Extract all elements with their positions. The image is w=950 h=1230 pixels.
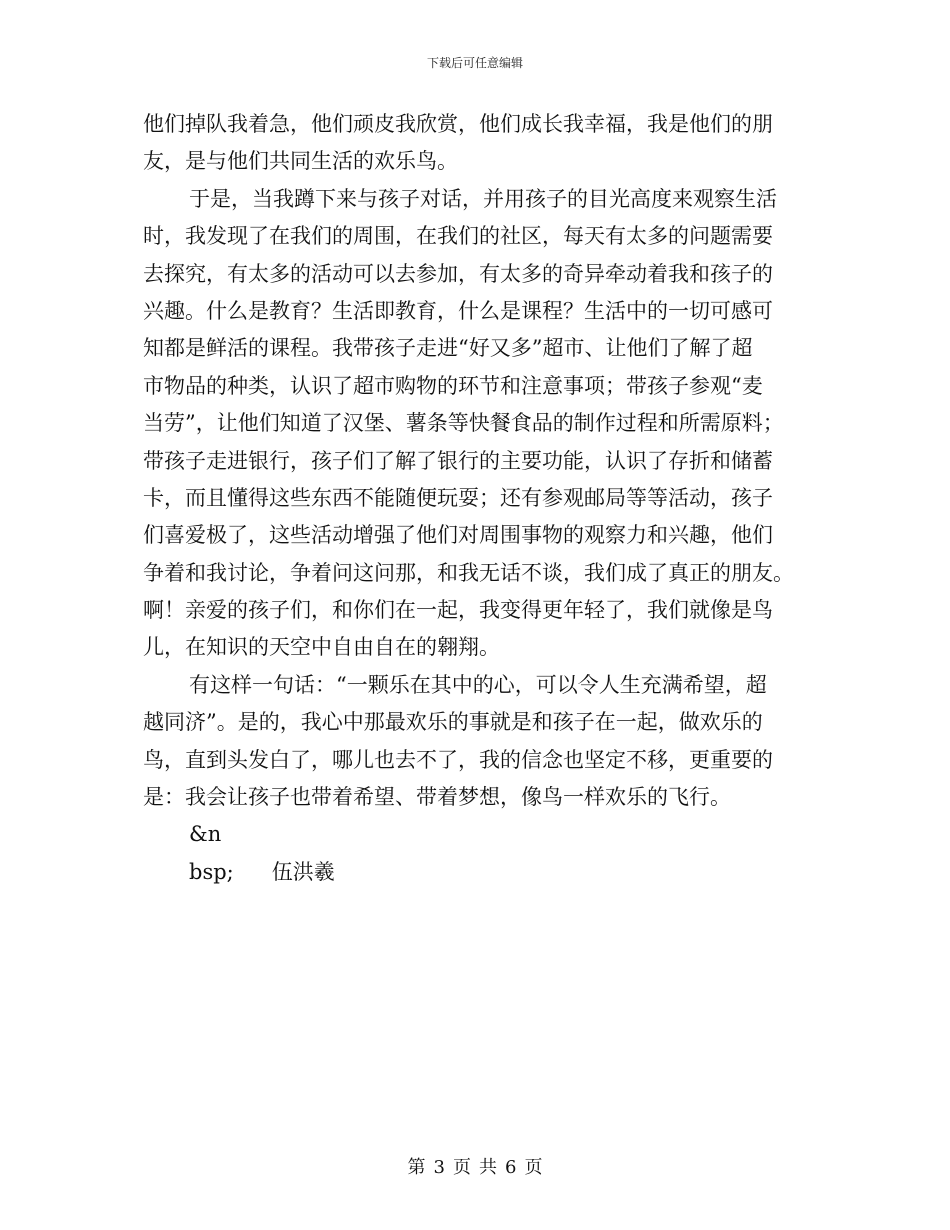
text-line: 鸟，直到头发白了，哪儿也去不了，我的信念也坚定不移，更重要的: [143, 747, 773, 772]
footer-label-unit-2: 页: [524, 1157, 543, 1178]
footer-label-unit: 页: [453, 1157, 471, 1178]
paragraph-3: [143, 667, 807, 817]
footer-current-page: 3: [433, 1157, 445, 1178]
signature-prefix: bsp;: [189, 859, 234, 884]
text-line: 市物品的种类，认识了超市购物的环节和注意事项；带孩子参观“麦: [143, 373, 763, 398]
entity-fragment: &n: [189, 822, 222, 847]
text-line: 友，是与他们共同生活的欢乐鸟。: [143, 149, 458, 174]
text-line: 当劳”，让他们知道了汉堡、薯条等快餐食品的制作过程和所需原料；: [143, 411, 784, 436]
footer-total-pages: 6: [505, 1157, 517, 1178]
document-body: [143, 106, 807, 891]
text-line: 越同济”。是的，我心中那最欢乐的事就是和孩子在一起，做欢乐的: [143, 710, 763, 735]
text-line: 有这样一句话：“一颗乐在其中的心，可以令人生充满希望，超: [189, 672, 767, 697]
signature-line: [143, 854, 807, 891]
signature-author: 伍洪羲: [271, 859, 335, 884]
text-line: 去探究，有太多的活动可以去参加，有太多的奇异牵动着我和孩子的: [143, 261, 773, 286]
text-line: 兴趣。什么是教育？生活即教育，什么是课程？生活中的一切可感可: [143, 298, 773, 323]
text-line: 们喜爱极了，这些活动增强了他们对周围事物的观察力和兴趣，他们: [143, 523, 773, 548]
text-line: 带孩子走进银行，孩子们了解了银行的主要功能，认识了存折和储蓄: [143, 448, 773, 473]
paragraph-2: [143, 181, 807, 667]
page-footer: [0, 1153, 950, 1179]
text-line: 争着和我讨论，争着问这问那，和我无话不谈，我们成了真正的朋友。: [143, 560, 794, 585]
text-line: 啊！亲爱的孩子们，和你们在一起，我变得更年轻了，我们就像是鸟: [143, 598, 773, 623]
text-line: 于是，当我蹲下来与孩子对话，并用孩子的目光高度来观察生活: [189, 186, 777, 211]
footer-label-total: 共: [479, 1157, 497, 1178]
paragraph-1: [143, 106, 807, 181]
text-line: 知都是鲜活的课程。我带孩子走进“好又多”超市、让他们了解了超: [143, 336, 753, 361]
text-line: 他们掉队我着急，他们顽皮我欣赏，他们成长我幸福，我是他们的朋: [143, 112, 773, 136]
text-line: 是：我会让孩子也带着希望、带着梦想，像鸟一样欢乐的飞行。: [143, 785, 731, 810]
footer-label-page: 第: [407, 1157, 426, 1178]
header-text: 下载后可任意编辑: [426, 56, 523, 70]
text-line: 儿，在知识的天空中自由自在的翱翔。: [143, 635, 500, 660]
text-line: 时，我发现了在我们的周围，在我们的社区，每天有太多的问题需要: [143, 224, 773, 249]
text-line: 卡，而且懂得这些东西不能随便玩耍；还有参观邮局等等活动，孩子: [143, 485, 773, 510]
page-header: [0, 54, 950, 71]
